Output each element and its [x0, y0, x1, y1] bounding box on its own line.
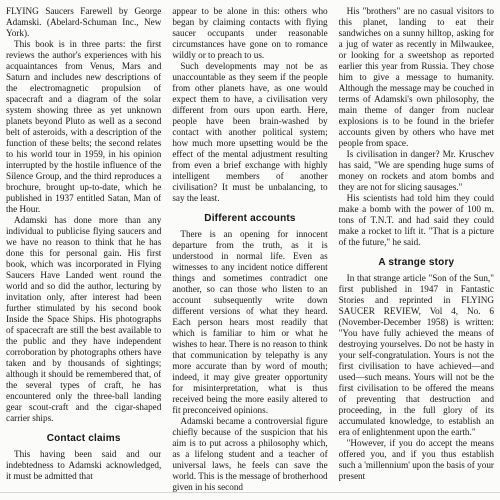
- page-edge-divider: [0, 492, 500, 493]
- paragraph: Such developments may not be as unaccountable as they seem if the people from other planets have, as one would expect them to have, a civilisation very different from ours upon earth. Here, people have been brain-washed by contact with another political system; how much more upsetting would be the effect of the mental adjustment resulting from even a brief exchange with highly intelligent members of another civilisation? It must be unbalancing, to say the least.: [172, 61, 328, 203]
- subheading-different-accounts: Different accounts: [204, 213, 296, 224]
- paragraph: Is civilisation in danger? Mr. Kruschev has said, "We are spending huge sums of money on rockets and atom bombs and they are not for slicing sausages.": [338, 149, 494, 192]
- subheading-a-strange-story: A strange story: [378, 257, 455, 268]
- paragraph: In that strange article "Son of the Sun," first published in 1947 in Fantastic Stories and reprinted in FLYING SAUCER REVIEW, Vol 4, No. 6 (November-December 1958) is written: "You have fully achieved the means of destroying yourselves. Do not be hasty in your self-congratulation. Yours is not the first civilisation to have achieved—and used—such means. Yours will not be the first civilisation to be offered the means of preventing that destruction and proceeding, in the full glory of its accumulated knowledge, to establish an era of enlightenment upon the earth.": [338, 273, 494, 437]
- paragraph: This book is in three parts: the first reviews the author's experiences with his acquaintances from Venus, Mars and Saturn and includes new descriptions of the electromagnetic propulsion of spacecraft and a diagram of the solar system showing three as yet unknown planets beyond Pluto as well as a second belt of asteroids, with a description of the function of these belts; the second relates to his world tour in 1959, in his opinion interrupted by the hostile influence of the Silence Group, and the third reproduces a brochure, brought up-to-date, which he published in 1937 entitled Satan, Man of the Hour.: [6, 39, 162, 214]
- column-1: [6, 6, 161, 500]
- column-3: [339, 6, 494, 500]
- paragraph: appear to be alone in this: others who began by claiming contacts with flying saucer occupants under reasonable circumstances have gone on to romance wildly or to preach to us.: [172, 6, 328, 60]
- paragraph: Adamski became a controversial figure chiefly because of the suspicion that his aim is to put across a philosophy which, as a lifelong student and a teacher of universal laws, he feels can save the world. This is the message of brotherhood given in his second: [172, 416, 328, 492]
- subheading-contact-claims: Contact claims: [46, 433, 121, 444]
- paragraph: His "brothers" are no casual visitors to this planet, landing to eat their sandwiches on a sunny hilltop, asking for a jug of water as recently in Milwaukee, or looking for a sweetshop as reported earlier this year from Russia. They chose him to give a message to humanity. Although the message may be couched in terms of Adamski's own philosophy, the main theme of danger from nuclear explosions is to be found in the briefer accounts given by others who have met people from space.: [338, 6, 494, 148]
- column-2: [172, 6, 327, 500]
- paragraph: This having been said and our indebtedness to Adamski acknowledged, it must be admitted that: [6, 449, 162, 481]
- book-review-intro: FLYING Saucers Farewell by George Adamski. (Abelard-Schuman Inc., New York).: [6, 6, 162, 38]
- paragraph: His scientists had told him they could make a bomb with the power of 100 m. tons of T.N.T. and had said they could make a rocket to lift it. "That is a picture of the future," he said.: [338, 193, 494, 247]
- paragraph: "However, if you do accept the means offered you, and if you thus establish such a 'millennium' upon the basis of your present: [338, 438, 494, 481]
- paragraph: There is an opening for innocent departure from the truth, as it is understood in normal life. Even as witnesses to any incident notice different things and sometimes contradict one another, so can those who listen to an account subsequently write down different versions of what they heard. Each person hears most readily that which is familiar to him or what he wishes to hear. There is no reason to think that communication by telepathy is any more accurate than by word of mouth; indeed, it may give greater opportunity for misinterpretation, what is thus received being the more easily altered to fit preconceived opinions.: [172, 229, 328, 415]
- paragraph: Adamski has done more than any individual to publicise flying saucers and we have no reason to think that he has done this for personal gain. His first book, which was incorporated in Flying Saucers Have Landed went round the world and so did the author, lecturing by invitation only, after interest had been further stimulated by his second book Inside the Space Ships. His photographs of spacecraft are still the best available to the public and they have independent corroboration by photographs others have taken and by thousands of sightings; although it should be remembered that, of the several types of craft, he has encountered only the three-ball landing gear scout-craft and the cigar-shaped carrier ships.: [6, 215, 162, 423]
